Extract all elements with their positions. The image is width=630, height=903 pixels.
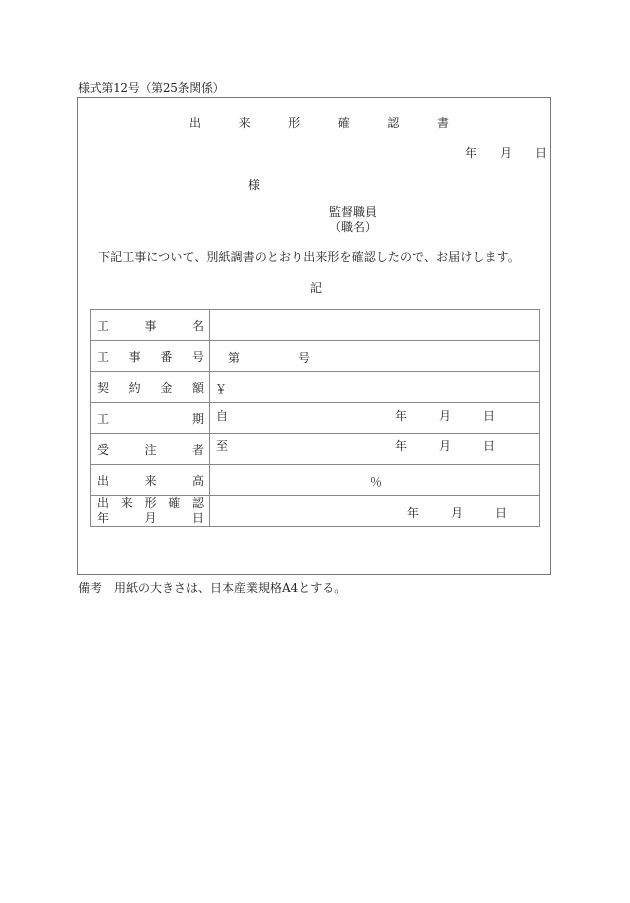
year-label: 年 [465,146,478,160]
title-char: 出 [189,116,202,130]
label-char: 者 [191,442,204,457]
number-prefix: 第 [228,351,241,365]
document-title [189,114,449,131]
label-char: 事 [144,318,157,333]
day-label: 日 [482,439,495,453]
confirmation-date [407,504,507,521]
month-label: 月 [499,146,512,160]
month-label: 月 [438,409,451,423]
label-char: 年 [97,511,110,525]
issue-date [465,144,547,161]
table-row-construction-period [91,403,540,434]
ki-label: 記 [310,281,323,295]
to-label: 至 [216,439,229,453]
label-char: 事 [128,349,141,364]
label-char: 高 [191,473,204,488]
label-char: 名 [191,318,204,333]
from-label: 自 [216,409,229,423]
day-label: 日 [482,409,495,423]
row-label [91,310,210,341]
table-row-project-number [91,341,540,372]
label-char: 来 [120,496,133,510]
table-row-contractor [91,434,540,465]
contract-amount-field[interactable] [210,372,540,403]
row-label [91,341,210,372]
percent-symbol: ％ [370,475,383,489]
footer-note: 備考 用紙の大きさは、日本産業規格A4とする。 [78,581,347,595]
row-label [91,465,210,496]
day-label: 日 [534,146,547,160]
construction-period-field[interactable] [210,403,540,453]
label-char: 形 [144,496,157,510]
day-label: 日 [494,506,507,520]
contractor-field[interactable] [210,434,540,465]
year-label: 年 [395,409,408,423]
table-row-confirmation-date [91,496,540,527]
title-char: 来 [238,116,251,130]
label-char: 契 [97,380,110,395]
label-char: 番 [160,349,173,364]
form-number: 様式第12号（第25条関係） [78,81,225,95]
table-row-contract-amount [91,372,540,403]
month-label: 月 [450,506,463,520]
label-char: 出 [97,496,110,510]
label-char: 来 [144,473,157,488]
label-char: 受 [97,442,110,457]
title-char: 書 [436,116,449,130]
issuer-title: 監督職員 [329,205,378,219]
label-char: 工 [97,318,110,333]
row-label [91,434,210,465]
label-char: 金 [160,380,173,395]
label-char: 約 [128,380,141,395]
title-char: 認 [387,116,400,130]
label-char: 注 [144,442,157,457]
from-date [395,407,495,424]
row-label [91,403,210,434]
confirmation-date-field[interactable] [210,496,540,527]
project-name-field[interactable] [210,310,540,341]
body-text: 下記工事について、別紙調書のとおり出来形を確認したので、お届けします。 [98,250,520,264]
row-label [91,372,210,403]
yen-symbol: ￥ [215,382,228,396]
label-char: 確 [168,496,181,510]
label-char: 月 [144,511,157,525]
label-char: 号 [191,349,204,364]
completion-rate-field[interactable] [210,465,540,496]
label-char: 期 [191,411,204,426]
year-label: 年 [395,439,408,453]
addressee-suffix: 様 [248,178,261,192]
table-row-completion-rate [91,465,540,496]
label-char: 工 [97,349,110,364]
number-suffix: 号 [298,351,311,365]
label-char: 認 [191,496,204,510]
table-row-project-name [91,310,540,341]
month-label: 月 [438,439,451,453]
label-char: 出 [97,473,110,488]
row-label [91,496,210,527]
issuer-job-title: （職名） [329,220,378,234]
label-char: 額 [191,380,204,395]
record-table [90,309,540,527]
label-char: 日 [191,511,204,525]
title-char: 形 [288,116,301,130]
year-label: 年 [407,506,420,520]
label-char: 工 [97,411,110,426]
title-char: 確 [337,116,350,130]
project-number-field[interactable] [210,341,540,372]
